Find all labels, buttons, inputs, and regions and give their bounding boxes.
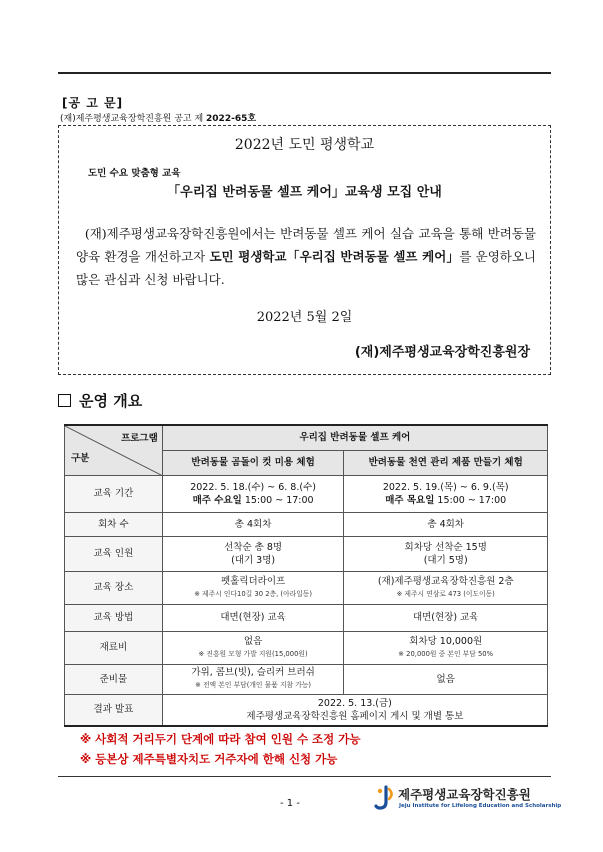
prep-b-cell: 없음 — [344, 664, 548, 694]
people-a-cell: 선착순 총 8명 (대기 3명) — [162, 536, 344, 571]
overview-table — [64, 424, 548, 727]
fee-b-cell: 회차당 10,000원 ※ 20,000원 중 본인 부담 50% — [344, 631, 548, 664]
notice-label: [공 고 문] — [62, 96, 124, 110]
table-row — [65, 631, 548, 664]
announcement-date: 2022년 5월 2일 — [256, 310, 353, 325]
section-heading: 운영 개요 — [58, 390, 142, 411]
note-residency: ※ 등본상 제주특별자치도 거주자에 한해 신청 가능 — [80, 752, 338, 766]
corner-program-label: 프로그램 — [121, 433, 158, 444]
table-row — [65, 694, 548, 726]
row-label-place: 교육 장소 — [65, 571, 163, 604]
table-row — [65, 512, 548, 536]
row-label-prep: 준비물 — [65, 664, 163, 694]
row-label-period: 교육 기간 — [65, 475, 163, 512]
method-a-cell: 대면(현장) 교육 — [162, 604, 344, 631]
table-corner-cell — [65, 425, 163, 475]
sessions-a-cell: 총 4회차 — [162, 512, 344, 536]
notice-number: (재)제주평생교육장학진흥원 공고 제 2022-65호 — [60, 114, 257, 124]
note-distancing: ※ 사회적 거리두기 단계에 따라 참여 인원 수 조정 가능 — [80, 732, 361, 746]
prep-a-cell: 가위, 콤브(빗), 슬리커 브러쉬 ※ 전액 본인 부담(개인 물품 지참 가능) — [162, 664, 344, 694]
announcement-subtitle: 도민 수요 맞춤형 교육 — [88, 168, 181, 179]
method-b-cell: 대면(현장) 교육 — [344, 604, 548, 631]
row-label-fee: 재료비 — [65, 631, 163, 664]
fee-a-cell: 없음 ※ 진흥원 모형 가발 지원(15,000원) — [162, 631, 344, 664]
announcement-heading: 「우리집 반려동물 셀프 케어」교육생 모집 안내 — [167, 185, 442, 200]
place-b-cell: (재)제주평생교육장학진흥원 2층 ※ 제주시 연삼로 473 (이도이동) — [344, 571, 548, 604]
place-a-cell: 펫홀릭더라이프 ※ 제주시 인다10길 30 2층, (아라일동) — [162, 571, 344, 604]
course-b-header: 반려동물 천연 관리 제품 만들기 체험 — [344, 450, 548, 475]
announcement-organization: (재)제주평생교육장학진흥원장 — [354, 345, 530, 360]
period-b-cell: 2022. 5. 19.(목) ~ 6. 9.(목) 매주 목요일 15:00 ~ 17:00 — [344, 475, 548, 512]
corner-category-label: 구분 — [71, 452, 90, 464]
sessions-b-cell: 총 4회차 — [344, 512, 548, 536]
row-label-method: 교육 방법 — [65, 604, 163, 631]
table-row — [65, 664, 548, 694]
program-name-cell: 우리집 반려동물 셀프 케어 — [162, 425, 547, 450]
institute-logo-icon — [374, 785, 396, 815]
row-label-result: 결과 발표 — [65, 694, 163, 726]
table-row — [65, 571, 548, 604]
institute-name-english: Jeju Institute for Lifelong Education and Scholarship — [399, 803, 562, 809]
table-row — [65, 475, 548, 512]
period-a-cell: 2022. 5. 18.(수) ~ 6. 8.(수) 매주 수요일 15:00 ~ 17:00 — [162, 475, 344, 512]
announcement-title: 2022년 도민 평생학교 — [234, 137, 375, 153]
footer-rule — [58, 776, 551, 777]
people-b-cell: 회차당 선착순 15명 (대기 5명) — [344, 536, 548, 571]
square-bullet-icon — [58, 394, 71, 407]
table-row — [65, 604, 548, 631]
row-label-people: 교육 인원 — [65, 536, 163, 571]
announcement-body: (재)제주평생교육장학진흥원에서는 반려동물 셀프 케어 실습 교육을 통해 반려동물 양육 환경을 개선하고자 도민 평생학교「우리집 반려동물 셀프 케어」를 운영하오니 많은 관심과 신청 바랍니다. — [76, 226, 537, 287]
page-number: - 1 - — [280, 798, 300, 809]
top-rule — [58, 72, 551, 74]
row-label-sessions: 회차 수 — [65, 512, 163, 536]
institute-name: 제주평생교육장학진흥원 — [398, 787, 531, 802]
table-row — [65, 536, 548, 571]
course-a-header: 반려동물 곰돌이 컷 미용 체험 — [162, 450, 344, 475]
result-cell: 2022. 5. 13.(금) 제주평생교육장학진흥원 홈페이지 게시 및 개별 통보 — [162, 694, 547, 726]
